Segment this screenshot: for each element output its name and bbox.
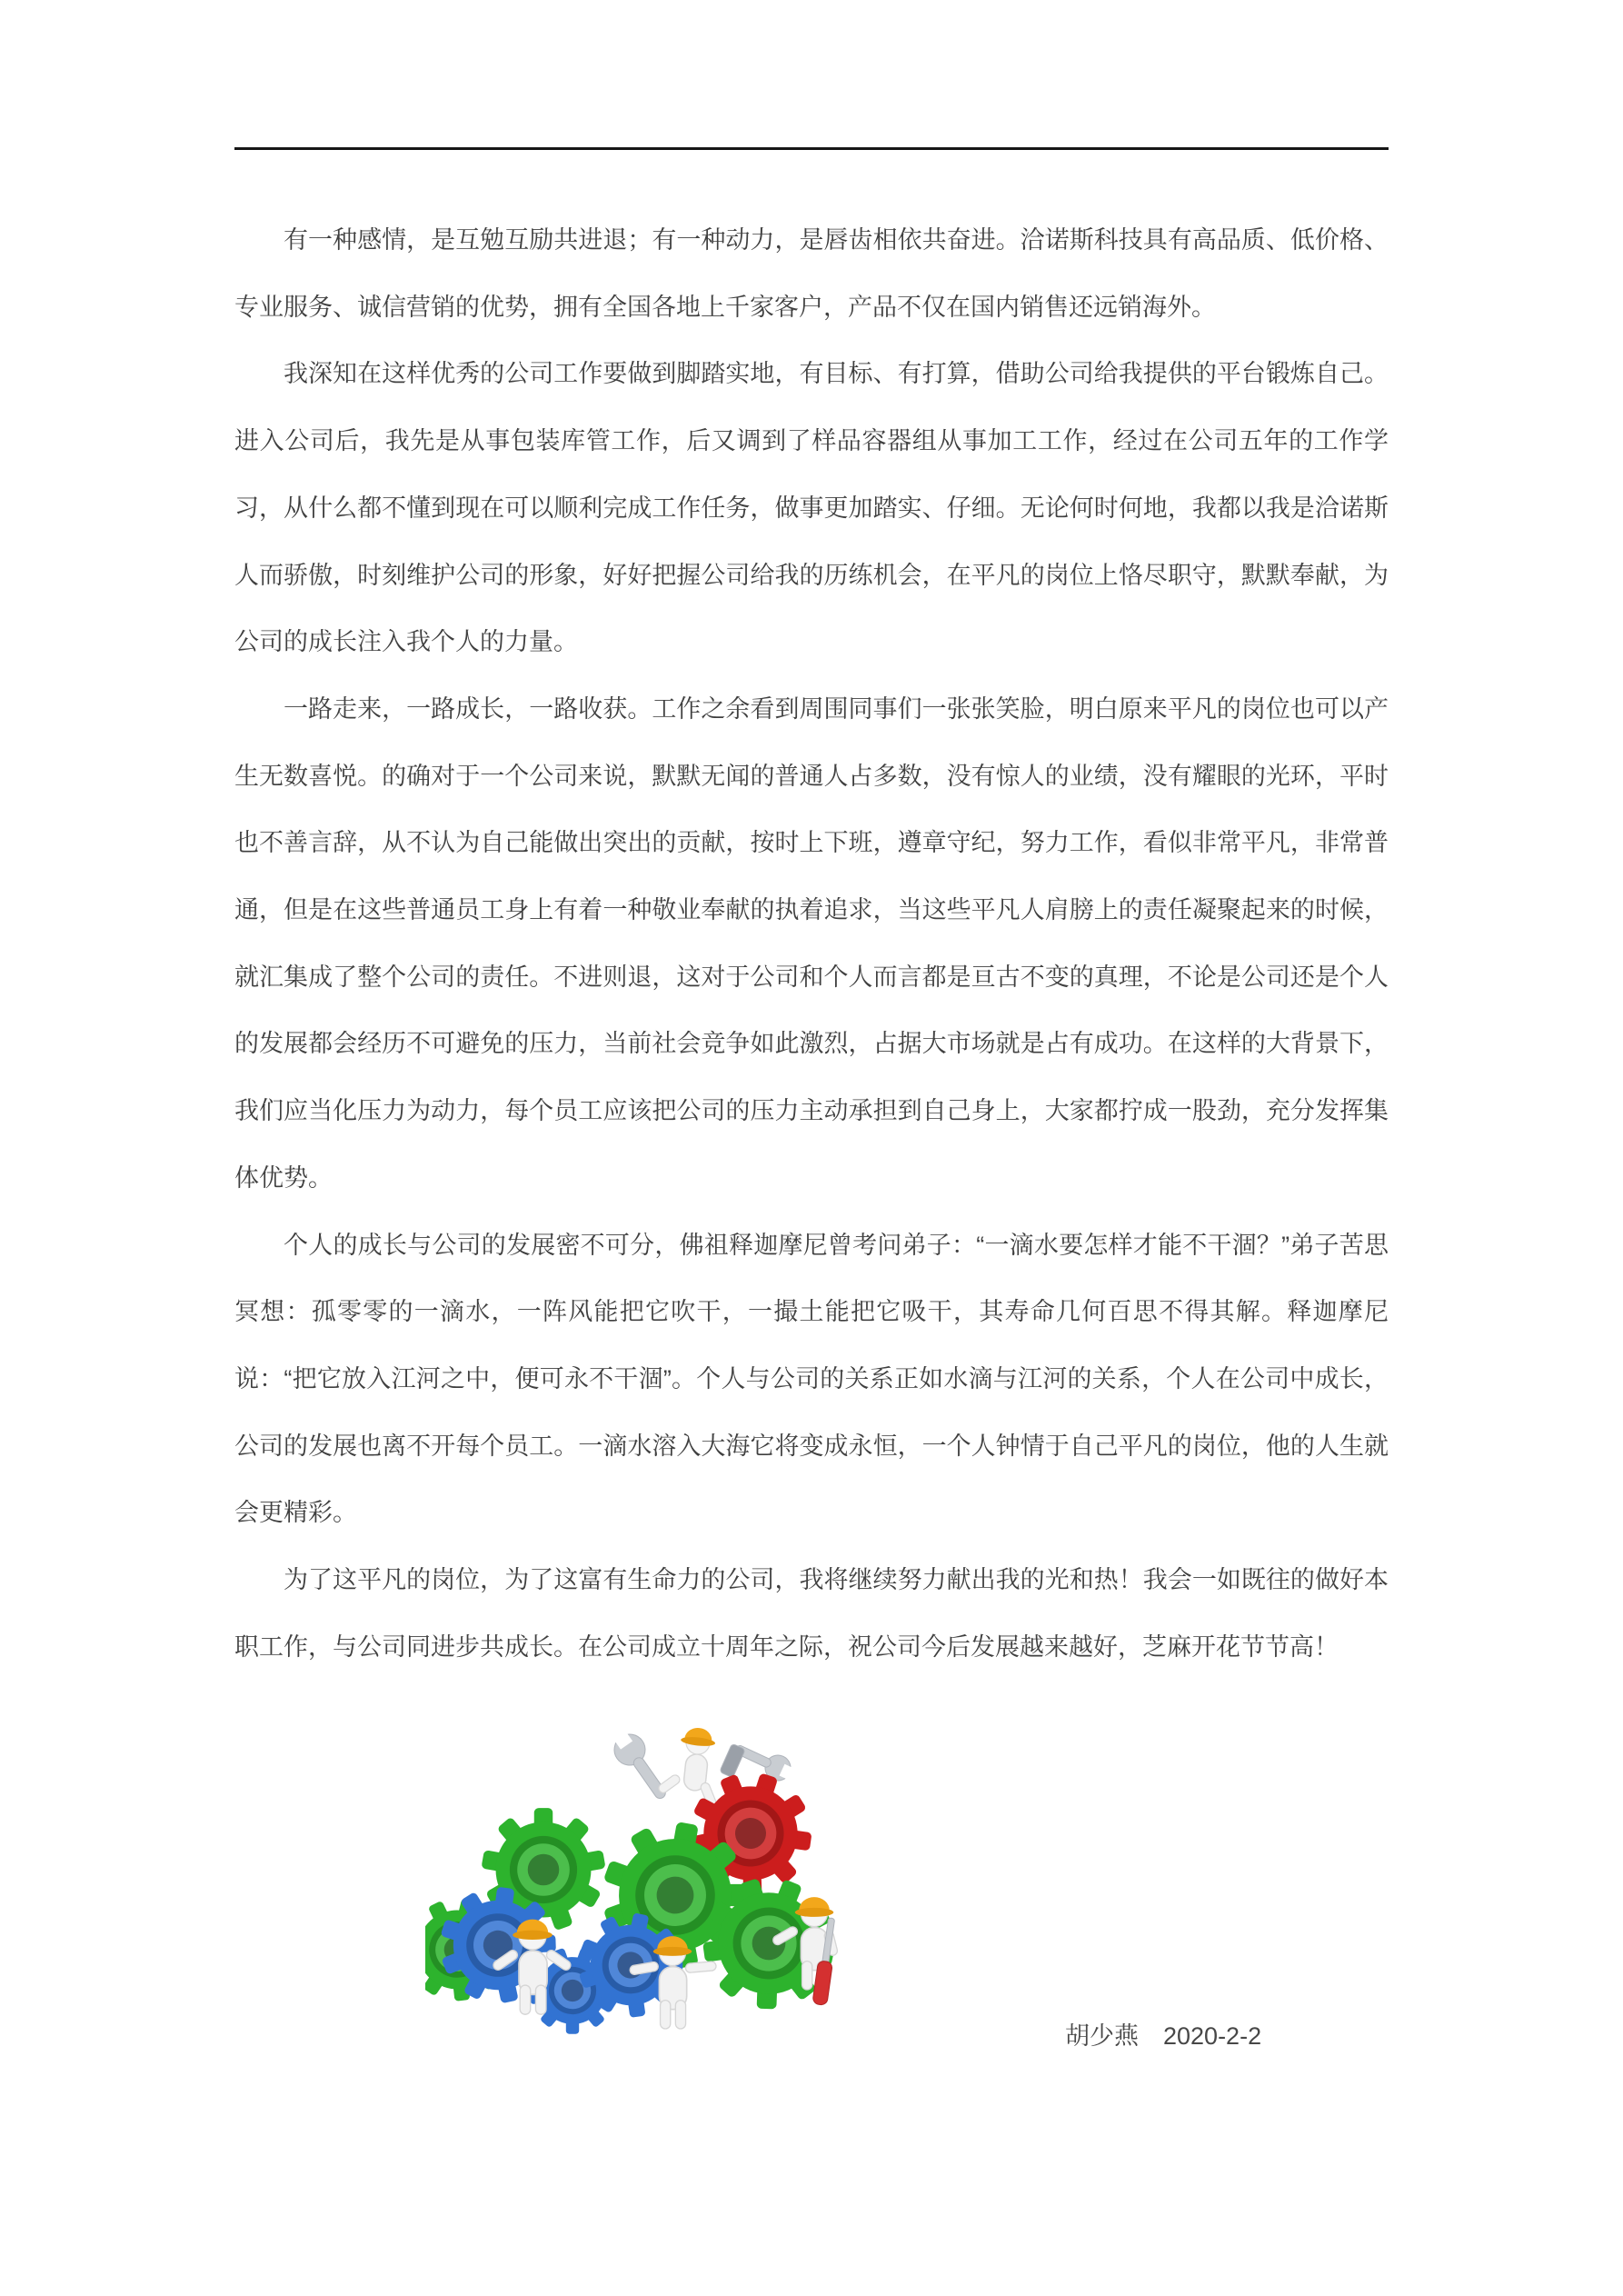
teamwork-gears-clipart — [425, 1718, 860, 2060]
paragraph-4: 个人的成长与公司的发展密不可分，佛祖释迦摩尼曾考问弟子：“一滴水要怎样才能不干涸？”弟子苦思冥想：孤零零的一滴水，一阵风能把它吹干，一撮土能把它吸干，其寿命几何百思不得其解。释迦摩尼说：“把它放入江河之中，便可永不干涸”。个人与公司的关系正如水滴与江河的关系，个人在公司中成长，公司的发展也离不开每个员工。一滴水溶入大海它将变成永恒，一个人钟情于自己平凡的岗位，他的人生就会更精彩。 — [234, 1231, 1389, 1527]
paragraph-2: 我深知在这样优秀的公司工作要做到脚踏实地，有目标、有打算，借助公司给我提供的平台锻炼自己。进入公司后，我先是从事包装库管工作，后又调到了样品容器组从事加工工作，经过在公司五年的工作学习，从什么都不懂到现在可以顺利完成工作任务，做事更加踏实、仔细。无论何时何地，我都以我是洽诺斯人而骄傲，时刻维护公司的形象，好好把握公司给我的历练机会，在平凡的岗位上恪尽职守，默默奉献，为公司的成长注入我个人的力量。 — [234, 360, 1389, 656]
paragraph-1: 有一种感情，是互勉互励共进退；有一种动力，是唇齿相依共奋进。洽诺斯科技具有高品质、低价格、专业服务、诚信营销的优势，拥有全国各地上千家客户，产品不仅在国内销售还远销海外。 — [234, 226, 1389, 321]
header-rule — [234, 147, 1389, 150]
signature — [1065, 2018, 1261, 2054]
signature-name: 胡少燕 — [1065, 2022, 1139, 2050]
document-body-text — [234, 207, 1389, 1681]
paragraph-3: 一路走来，一路成长，一路收获。工作之余看到周围同事们一张张笑脸，明白原来平凡的岗位也可以产生无数喜悦。的确对于一个公司来说，默默无闻的普通人占多数，没有惊人的业绩，没有耀眼的光环，平时也不善言辞，从不认为自己能做出突出的贡献，按时上下班，遵章守纪，努力工作，看似非常平凡，非常普通，但是在这些普通员工身上有着一种敬业奉献的执着追求，当这些平凡人肩膀上的责任凝聚起来的时候，就汇集成了整个公司的责任。不进则退，这对于公司和个人而言都是亘古不变的真理，不论是公司还是个人的发展都会经历不可避免的压力，当前社会竞争如此激烈，占据大市场就是占有成功。在这样的大背景下，我们应当化压力为动力，每个员工应该把公司的压力主动承担到自己身上，大家都拧成一股劲，充分发挥集体优势。 — [234, 694, 1389, 1192]
paragraph-5: 为了这平凡的岗位，为了这富有生命力的公司，我将继续努力献出我的光和热！我会一如既往的做好本职工作，与公司同进步共成长。在公司成立十周年之际，祝公司今后发展越来越好，芝麻开花节节高！ — [234, 1566, 1389, 1661]
signature-date: 2020-2-2 — [1163, 2022, 1262, 2050]
